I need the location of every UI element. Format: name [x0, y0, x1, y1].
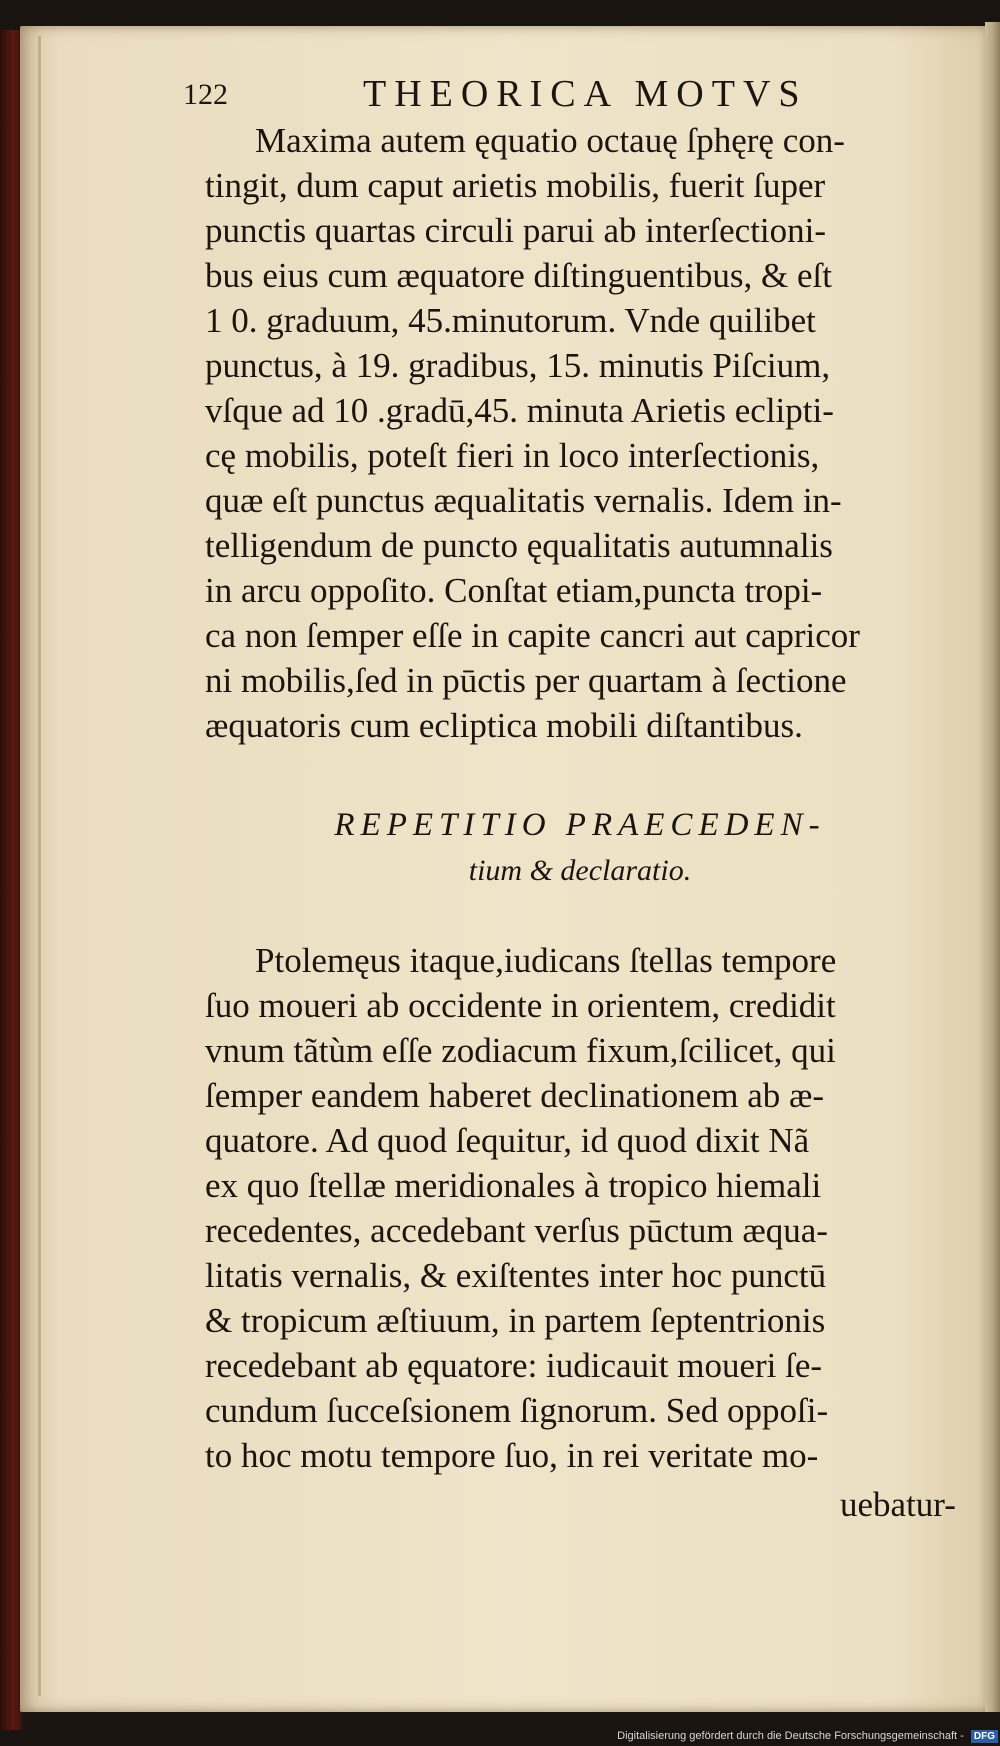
credit-text: Digitalisierung gefördert durch die Deutsche Forschungsgemeinschaft - — [617, 1730, 964, 1742]
running-title: THEORICA MOTVS — [363, 73, 808, 115]
text-line: telligendum de puncto ęqualitatis autumnalis — [205, 526, 833, 565]
text-line: cundum ſucceſsionem ſignorum. Sed oppoſi- — [205, 1391, 829, 1430]
text-line: litatis vernalis, & exiſtentes inter hoc punctū — [205, 1256, 827, 1295]
text-line: tingit, dum caput arietis mobilis, fuerit ſuper — [205, 166, 826, 205]
text-line: ſemper eandem haberet declinationem ab æ- — [205, 1076, 825, 1115]
text-line: æquatoris cum ecliptica mobili diſtantibus. — [205, 706, 803, 745]
text-line: ex quo ſtellæ meridionales à tropico hiemali — [205, 1166, 822, 1205]
text-line: 1 0. graduum, 45.minutorum. Vnde quilibet — [205, 301, 816, 340]
catchword: uebatur- — [840, 1485, 956, 1524]
text-line: in arcu oppoſito. Conſtat etiam,puncta tropi- — [205, 571, 823, 610]
text-line: Ptolemęus itaque,iudicans ſtellas tempore — [255, 941, 837, 980]
page-header — [183, 72, 863, 122]
dfg-logo: DFG — [971, 1730, 998, 1743]
text-line: bus eius cum æquatore diſtinguentibus, & eſt — [205, 256, 833, 295]
text-line: cę mobilis, poteſt fieri in loco interſectionis, — [205, 436, 820, 475]
paragraph-2 — [205, 938, 955, 1478]
text-line: ſuo moueri ab occidente in orientem, credidit — [205, 986, 836, 1025]
folio-number: 122 — [183, 78, 228, 111]
text-line: recedebant ab ęquatore: iudicauit moueri ſe- — [205, 1346, 823, 1385]
text-line: vnum tãtùm eſſe zodiacum fixum,ſcilicet, qui — [205, 1031, 836, 1070]
paragraph-1 — [205, 118, 955, 748]
text-line: quatore. Ad quod ſequitur, id quod dixit Nã — [205, 1121, 810, 1160]
book-board-edge — [0, 30, 22, 1730]
text-line: Maxima autem ęquatio octauę ſphęrę con- — [255, 121, 845, 160]
page-stack-edge — [985, 22, 1000, 1712]
section-heading-line-2: tium & declaratio. — [468, 854, 692, 887]
text-line: ca non ſemper eſſe in capite cancri aut capricor — [205, 616, 860, 655]
section-heading-line-1: REPETITIO PRAECEDEN- — [334, 807, 826, 843]
text-line: recedentes, accedebant verſus pūctum æqua- — [205, 1211, 828, 1250]
text-line: quæ eſt punctus æqualitatis vernalis. Idem in- — [205, 481, 842, 520]
section-heading — [205, 800, 955, 892]
text-line: vſque ad 10 .gradū,45. minuta Arietis eclipti- — [205, 391, 834, 430]
digitization-credit — [600, 1727, 998, 1746]
text-line: & tropicum æſtiuum, in partem ſeptentrionis — [205, 1301, 826, 1340]
text-line: to hoc motu tempore ſuo, in rei veritate mo- — [205, 1436, 819, 1475]
text-line: ni mobilis,ſed in pūctis per quartam à ſectione — [205, 661, 847, 700]
text-line: punctus, à 19. gradibus, 15. minutis Piſcium, — [205, 346, 831, 385]
text-line: punctis quartas circuli parui ab interſectioni- — [205, 211, 827, 250]
